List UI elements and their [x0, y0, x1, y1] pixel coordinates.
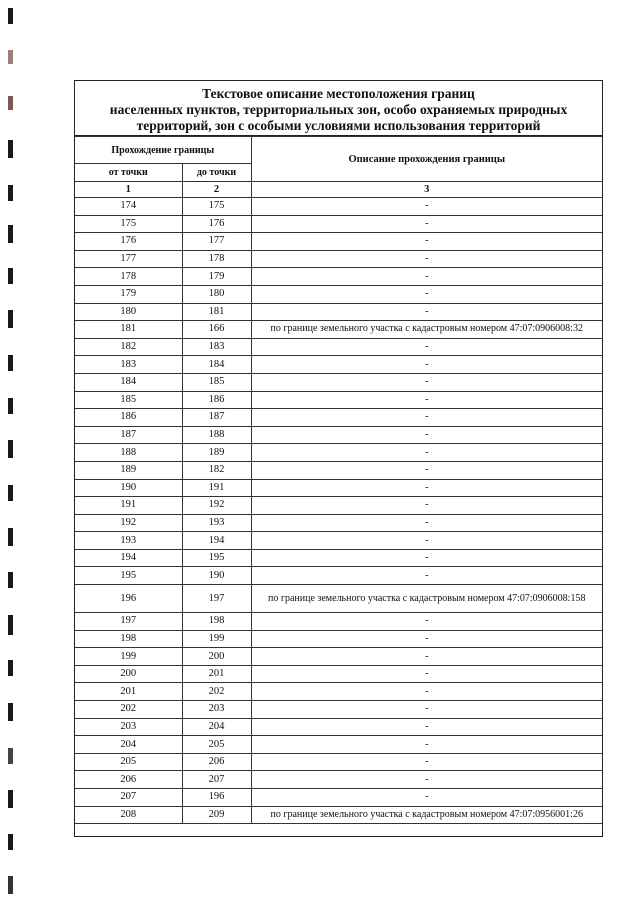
- table-row: [75, 665, 602, 683]
- cell-from-point: 179: [75, 285, 182, 303]
- cell-to-point: 181: [182, 303, 251, 321]
- cell-from-point: 208: [75, 806, 182, 824]
- table-row: [75, 321, 602, 339]
- cell-description: по границе земельного участка с кадастровым номером 47:07:0906008:32: [251, 321, 602, 339]
- table-row: [75, 736, 602, 754]
- cell-from-point: 187: [75, 426, 182, 444]
- table-row: [75, 718, 602, 736]
- cell-from-point: 177: [75, 250, 182, 268]
- cell-description: -: [251, 567, 602, 585]
- table-row: [75, 461, 602, 479]
- cell-to-point: 206: [182, 753, 251, 771]
- cell-to-point: 198: [182, 613, 251, 631]
- cell-description: -: [251, 426, 602, 444]
- binding-mark: [8, 615, 13, 635]
- binding-mark: [8, 50, 13, 64]
- cell-description: -: [251, 250, 602, 268]
- cell-to-point: 196: [182, 789, 251, 807]
- cell-to-point: 184: [182, 356, 251, 374]
- cell-description: -: [251, 338, 602, 356]
- table-row: [75, 444, 602, 462]
- column-number: 1: [75, 182, 182, 198]
- header-description: Описание прохождения границы: [251, 137, 602, 182]
- cell-to-point: 200: [182, 648, 251, 666]
- binding-mark: [8, 310, 13, 328]
- cell-to-point: 182: [182, 461, 251, 479]
- cell-from-point: 207: [75, 789, 182, 807]
- cell-from-point: 189: [75, 461, 182, 479]
- header-to-point: до точки: [182, 164, 251, 182]
- table-row: [75, 789, 602, 807]
- cell-from-point: 204: [75, 736, 182, 754]
- table-row: [75, 356, 602, 374]
- cell-to-point: 179: [182, 268, 251, 286]
- title-line: территорий, зон с особыми условиями использования территорий: [136, 118, 541, 133]
- cell-from-point: 176: [75, 233, 182, 251]
- cell-to-point: 207: [182, 771, 251, 789]
- header-boundary-passage: Прохождение границы: [75, 137, 251, 164]
- table-row: [75, 409, 602, 427]
- binding-marks: [0, 0, 30, 905]
- cell-from-point: 184: [75, 373, 182, 391]
- binding-mark: [8, 398, 13, 414]
- cell-description: -: [251, 514, 602, 532]
- cell-description: -: [251, 215, 602, 233]
- cell-description: -: [251, 665, 602, 683]
- table-row: [75, 233, 602, 251]
- table-row: [75, 391, 602, 409]
- table-row: [75, 303, 602, 321]
- table-row: [75, 585, 602, 613]
- cell-from-point: 178: [75, 268, 182, 286]
- cell-description: по границе земельного участка с кадастровым номером 47:07:0906008:158: [251, 585, 602, 613]
- binding-mark: [8, 528, 13, 546]
- cell-from-point: 198: [75, 630, 182, 648]
- cell-to-point: 190: [182, 567, 251, 585]
- cell-from-point: 191: [75, 497, 182, 515]
- cell-to-point: 204: [182, 718, 251, 736]
- cell-description: -: [251, 497, 602, 515]
- cell-description: -: [251, 771, 602, 789]
- column-number: 3: [251, 182, 602, 198]
- cell-from-point: 181: [75, 321, 182, 339]
- cell-from-point: 203: [75, 718, 182, 736]
- cell-from-point: 194: [75, 549, 182, 567]
- cell-from-point: 199: [75, 648, 182, 666]
- column-number: 2: [182, 182, 251, 198]
- cell-to-point: 186: [182, 391, 251, 409]
- cell-description: -: [251, 461, 602, 479]
- boundary-table: [75, 136, 602, 824]
- table-row: [75, 338, 602, 356]
- cell-description: -: [251, 736, 602, 754]
- cell-to-point: 187: [182, 409, 251, 427]
- cell-from-point: 205: [75, 753, 182, 771]
- cell-description: -: [251, 630, 602, 648]
- cell-description: -: [251, 532, 602, 550]
- cell-description: -: [251, 373, 602, 391]
- binding-mark: [8, 748, 13, 764]
- cell-from-point: 197: [75, 613, 182, 631]
- cell-to-point: 205: [182, 736, 251, 754]
- cell-to-point: 175: [182, 198, 251, 216]
- cell-to-point: 180: [182, 285, 251, 303]
- table-row: [75, 514, 602, 532]
- cell-description: -: [251, 613, 602, 631]
- binding-mark: [8, 185, 13, 201]
- cell-to-point: 193: [182, 514, 251, 532]
- cell-to-point: 183: [182, 338, 251, 356]
- table-row: [75, 630, 602, 648]
- table-row: [75, 806, 602, 824]
- cell-from-point: 193: [75, 532, 182, 550]
- cell-description: -: [251, 701, 602, 719]
- binding-mark: [8, 268, 13, 284]
- cell-to-point: 209: [182, 806, 251, 824]
- cell-description: -: [251, 479, 602, 497]
- binding-mark: [8, 790, 13, 808]
- binding-mark: [8, 485, 13, 501]
- table-row: [75, 373, 602, 391]
- cell-from-point: 200: [75, 665, 182, 683]
- cell-from-point: 192: [75, 514, 182, 532]
- cell-description: -: [251, 718, 602, 736]
- cell-description: -: [251, 268, 602, 286]
- cell-description: -: [251, 409, 602, 427]
- cell-to-point: 203: [182, 701, 251, 719]
- cell-description: -: [251, 444, 602, 462]
- cell-from-point: 190: [75, 479, 182, 497]
- cell-from-point: 206: [75, 771, 182, 789]
- cell-from-point: 195: [75, 567, 182, 585]
- table-row: [75, 285, 602, 303]
- binding-mark: [8, 660, 13, 676]
- cell-to-point: 199: [182, 630, 251, 648]
- table-row: [75, 268, 602, 286]
- binding-mark: [8, 834, 13, 850]
- table-row: [75, 215, 602, 233]
- cell-to-point: 185: [182, 373, 251, 391]
- cell-from-point: 174: [75, 198, 182, 216]
- binding-mark: [8, 96, 13, 110]
- cell-from-point: 185: [75, 391, 182, 409]
- cell-description: -: [251, 198, 602, 216]
- cell-description: по границе земельного участка с кадастровым номером 47:07:0956001:26: [251, 806, 602, 824]
- binding-mark: [8, 8, 13, 24]
- cell-description: -: [251, 285, 602, 303]
- table-row: [75, 479, 602, 497]
- document-frame: [74, 80, 603, 837]
- binding-mark: [8, 703, 13, 721]
- binding-mark: [8, 440, 13, 458]
- binding-mark: [8, 140, 13, 158]
- cell-to-point: 177: [182, 233, 251, 251]
- cell-description: -: [251, 648, 602, 666]
- table-row: [75, 648, 602, 666]
- table-row: [75, 613, 602, 631]
- cell-description: -: [251, 391, 602, 409]
- cell-from-point: 196: [75, 585, 182, 613]
- binding-mark: [8, 225, 13, 243]
- table-row: [75, 753, 602, 771]
- cell-to-point: 166: [182, 321, 251, 339]
- title-line: Текстовое описание местоположения границ: [202, 86, 475, 101]
- table-body: [75, 198, 602, 824]
- cell-description: -: [251, 233, 602, 251]
- cell-from-point: 202: [75, 701, 182, 719]
- table-row: [75, 771, 602, 789]
- cell-description: -: [251, 753, 602, 771]
- table-row: [75, 426, 602, 444]
- table-row: [75, 532, 602, 550]
- cell-description: -: [251, 549, 602, 567]
- cell-from-point: 188: [75, 444, 182, 462]
- table-row: [75, 549, 602, 567]
- cell-description: -: [251, 683, 602, 701]
- cell-to-point: 191: [182, 479, 251, 497]
- cell-from-point: 186: [75, 409, 182, 427]
- table-row: [75, 701, 602, 719]
- table-row: [75, 683, 602, 701]
- cell-to-point: 195: [182, 549, 251, 567]
- cell-from-point: 183: [75, 356, 182, 374]
- cell-to-point: 197: [182, 585, 251, 613]
- cell-to-point: 202: [182, 683, 251, 701]
- cell-from-point: 175: [75, 215, 182, 233]
- cell-to-point: 176: [182, 215, 251, 233]
- cell-to-point: 178: [182, 250, 251, 268]
- cell-to-point: 192: [182, 497, 251, 515]
- binding-mark: [8, 572, 13, 588]
- table-row: [75, 250, 602, 268]
- binding-mark: [8, 876, 13, 894]
- cell-from-point: 201: [75, 683, 182, 701]
- header-from-point: от точки: [75, 164, 182, 182]
- cell-description: -: [251, 356, 602, 374]
- cell-to-point: 201: [182, 665, 251, 683]
- table-row: [75, 497, 602, 515]
- table-row: [75, 567, 602, 585]
- document-title: [75, 81, 602, 136]
- cell-to-point: 194: [182, 532, 251, 550]
- cell-description: -: [251, 303, 602, 321]
- cell-description: -: [251, 789, 602, 807]
- binding-mark: [8, 355, 13, 371]
- cell-to-point: 188: [182, 426, 251, 444]
- title-line: населенных пунктов, территориальных зон, особо охраняемых природных: [109, 102, 568, 117]
- cell-to-point: 189: [182, 444, 251, 462]
- table-row: [75, 198, 602, 216]
- cell-from-point: 180: [75, 303, 182, 321]
- cell-from-point: 182: [75, 338, 182, 356]
